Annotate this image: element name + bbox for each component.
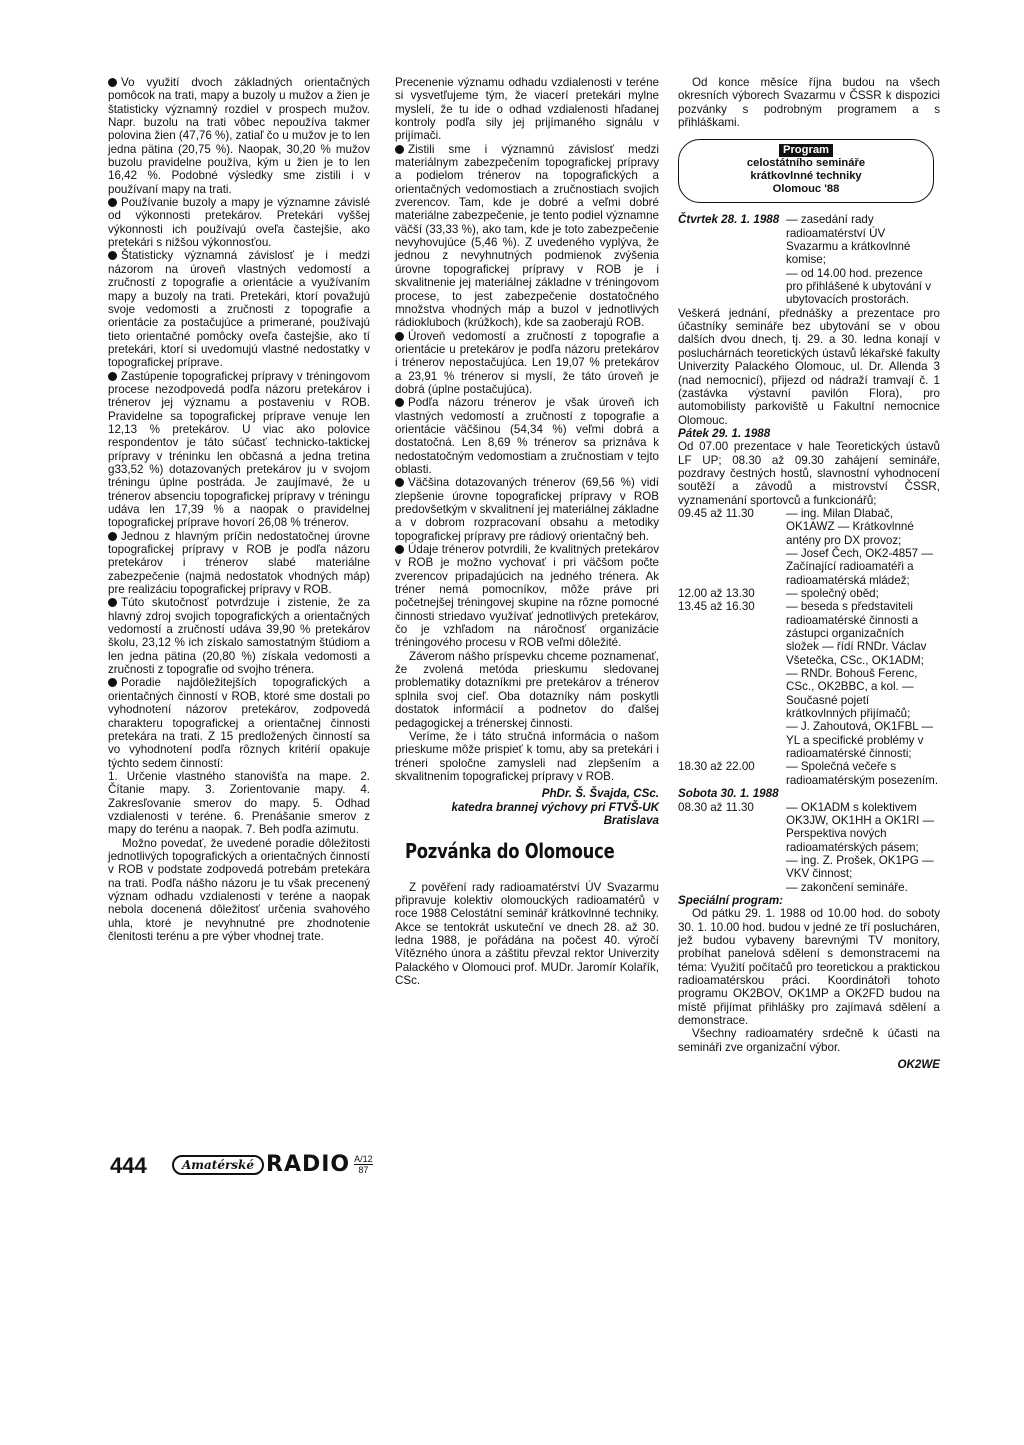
paragraph: [108, 596, 370, 676]
thursday-para: Veškerá jednání, přednášky a prezentace pro účastníky semináře bez ubytování se v obou dalších dvou dnech, tj. 29. a 30. ledna konají v posluchárnách teoretických ústavů lékařské fakulty Univerzity Palackého Olomouc, ul. Dr. Allenda 3 (nad nemocnicí), přijezd od nádraží tramvají č. 1 (zastávka výstavní pavilón Flora), pro automobilisty parkoviště u Fakultní nemocnice Olomouc.: [678, 306, 940, 427]
invite-heading: Pozvánka do Olomouce: [405, 839, 615, 864]
schedule-time: [678, 881, 786, 894]
schedule-item: [678, 600, 940, 667]
bullet-icon: [108, 678, 117, 687]
schedule-time: [678, 854, 786, 881]
schedule-time: [678, 720, 786, 760]
paragraph-text: Väčšina dotazovaných trénerov (69,56 %) vidí zlepšenie úrovne topografickej prípravy v ROB predovšetkým v skvalitnení jej materiálnej základne a v dobrom rozpracovaní obsahu a metodiky topografickej prípravy pre rádiový orientačný beh.: [395, 476, 659, 543]
magazine-logo: [172, 1152, 373, 1177]
schedule-desc: — ing. Milan Dlabač, OK1AWZ — Krátkovlnné antény pro DX provoz;: [786, 506, 914, 547]
logo-word: RADIO: [266, 1152, 351, 1177]
bullet-icon: [395, 398, 404, 407]
schedule-time: [678, 547, 786, 587]
paragraph-text: 1. Určenie vlastného stanovišťa na mape. 2. Čítanie mapy. 3. Zorientovanie mapy. 4. Zakresľovanie smerov do mapy. 5. Odhad vzdialenosti v teréne. 6. Prenášanie smerov z mapy do terénu a naopak. 7. Beh podľa azimutu.: [108, 769, 370, 837]
schedule-item: [678, 667, 940, 720]
program-column: [678, 76, 940, 1071]
paragraph-text: Možno povedať, že uvedené poradie dôležitosti jednotlivých topografických a orientačných činností v ROB v podstate zodpovedá potrebám pretekára na trati. Podľa nášho názoru je tu však precenený význam odhadu vzdialenosti v teréne a naopak nebola docenená dôležitosť určenia svahového uhla, ktoré je nevyhnutné pre zhodnotenie členitosti terénu a pre výber vhodnej trate.: [108, 836, 370, 943]
program-box-line1: celostátního semináře: [746, 157, 866, 170]
paragraph: [395, 476, 659, 543]
schedule-desc: — beseda s představiteli radioamatérské činnosti a zástupci organizačních složek — řídí RNDr. Václav Všetečka, CSc., OK1ADM;: [786, 600, 927, 667]
author-org: katedra brannej výchovy pri FTVŠ-UK: [451, 800, 659, 814]
schedule-item: [678, 547, 940, 587]
author-name: PhDr. Š. Švajda, CSc.: [541, 787, 659, 801]
schedule-desc: — společný oběd;: [786, 587, 879, 600]
bullet-icon: [108, 598, 117, 607]
schedule-item: [678, 587, 940, 600]
friday-intro: Od 07.00 prezentace v hale Teoretických ústavů LF UP; 08.30 až 09.30 zahájení semináře, pozdravy čestných hostů, slavnostní vyhodnocení soutěží a závodů a mistrovství ČSSR, vyznamenání sportovců a funkcionářů;: [678, 440, 940, 507]
paragraph: [395, 396, 659, 476]
paragraph: [108, 770, 370, 837]
bullet-icon: [108, 78, 117, 87]
paragraph-text: Používanie buzoly a mapy je významne závislé od výkonnosti pretekárov. Pretekári vyššej výkonnosti ich používajú oveľa častejšie, ako pretekári s nižšou výkonnosťou.: [108, 196, 370, 250]
schedule-desc: — zakončení semináře.: [786, 880, 908, 894]
schedule-item: [678, 760, 940, 787]
program-box: [678, 139, 934, 203]
bullet-icon: [395, 478, 404, 487]
friday-day: Pátek 29. 1. 1988: [678, 426, 771, 440]
program-box-line2: krátkovlnné techniky: [750, 170, 862, 183]
paragraph: [395, 143, 659, 330]
author-city: Bratislava: [603, 813, 659, 827]
paragraph: [395, 76, 659, 143]
paragraph: [108, 76, 370, 196]
paragraph-text: Veríme, že i táto stručná informácia o našom prieskume môže prispieť k tomu, aby sa pretekári i tréneri spoločne zamysleli nad zlepšením a skvalitnením topografickej prípravy v ROB.: [395, 729, 659, 783]
bullet-icon: [108, 251, 117, 260]
friday-schedule: [678, 507, 940, 787]
schedule-time: 13.45 až 16.30: [678, 600, 755, 614]
article-column-2: [395, 76, 659, 987]
page-number: 444: [110, 1153, 147, 1178]
schedule-desc: — ing. Z. Prošek, OK1PG — VKV činnost;: [786, 853, 934, 881]
special-para1: Od pátku 29. 1. 1988 od 10.00 hod. do soboty 30. 1. 10.00 hod. budou v jedné ze tří poslucháren, jež budou vybaveny barevnými TV monitory, probíhat panelová sdělení s demonstracemi na téma: Využití počítačů pro teoretickou a praktickou radioamatérskou práci. Koordinátoři tohoto programu OK2BOV, OK1MP a OK2FD budou na místě přijímat přihlášky pro zajímavá sdělení a demonstrace.: [678, 907, 940, 1027]
paragraph-text: Úroveň vedomostí a zručností z topografie a orientácie u pretekárov je podľa názoru pretekárov i trénerov nepostačujúca. Len 19,07 % pretekárov a 23,91 % trénerov si myslí, že táto úroveň je dobrá (úplne postačujúca).: [395, 329, 659, 396]
paragraph-text: Zistili sme i významnú závislosť medzi materiálnym zabezpečením topografickej prípravy a podielom trénerov na topografických a orientačných vedomostiach a zručnostiach svojich zverencov. Tam, kde je dobré a veľmi dobré materiálne zabezpečenie, je tento podiel významne väčší (33,33 %), ako tam, kde je toto zabezpečenie nevyhovujúce (5,46 %). Z uvedeného vyplýva, že jednou z nevyhnutných podmienok zvýšenia úrovne topografickej prípravy v ROB je i skvalitnenie jej materiálnej základne v tréningovom procese, to jest zabezpečenie dostatočného množstva vhodných máp a buzol v jednotlivých rádiokluboch (krúžkoch), kde sa zaoberajú ROB.: [395, 142, 659, 330]
paragraph: [395, 650, 659, 730]
paragraph-text: Zastúpenie topografickej prípravy v tréningovom procese nezodpovedá podľa názoru pretekárov i trénerov jej významu a postaveniu v ROB. Pravidelne sa topografickej príprave venuje len 12,13 % pretekárov. U viac ako polovice respondentov je táto súčasť technicko-taktickej prípravy v tréninku len občasná a jedna tretina g33,52 %) dotazovaných pretekárov ju v svojom tréningu úplne postráda. Je zaujímavé, že u trénerov absenciu topografickej prípravy v tréningu udáva len 17,39 % a naopak o pravidelnej topografickej príprave hovorí 26,08 % trénerov.: [108, 369, 370, 530]
paragraph: [395, 330, 659, 397]
paragraph: [108, 676, 370, 769]
issue-top: A/12: [354, 1154, 373, 1164]
paragraph-text: Poradie najdôležitejších topografických a orientačných činností v ROB, ktoré sme dostali po vyhodnotení názorov pretekárov, zodpovedá charakteru topografickej a orientačnej činnosti pretekára na trati. Z 15 predložených činností sa vo vyhodnotení podľa rôznych kritérií opakuje týchto sedem činností:: [108, 676, 370, 770]
paragraph-text: Štatisticky významná závislosť je i medzi názorom na úroveň vlastných vedomostí a zručností z topografie a orientácie a využívaním mapy a buzoly na trati. Pretekári, ktorí považujú svoje vedomosti a zručnosti z topografie a orientácie za postačujúce a primerané, používajú tieto orientačné pomôcky oveľa častejšie, ako tí pretekári, ktorí si uvedomujú vlastné nedostatky v topografickej príprave.: [108, 249, 370, 370]
bullet-icon: [108, 198, 117, 207]
paragraph-text: Túto skutočnosť potvrdzuje i zistenie, že za hlavný zdroj svojich topografických a orientačných vedomostí a zručností udáva 39,90 % pretekárov školu, 23,12 % ich získalo samostatným štúdiom a len jedna pätina (20,80 %) získala vedomosti a zručnosti z topografie od svojho trénera.: [108, 596, 370, 677]
bullet-icon: [108, 532, 117, 541]
schedule-item: [678, 854, 940, 881]
issue-number: [354, 1154, 373, 1175]
schedule-item: [678, 720, 940, 760]
paragraph: [108, 196, 370, 249]
schedule-time: 18.30 až 22.00: [678, 760, 755, 774]
bullet-icon: [395, 545, 404, 554]
schedule-desc: — J. Zahoutová, OK1FBL — YL a specifické problémy v radioamatérské činnosti;: [786, 720, 934, 761]
thursday-second: [678, 267, 940, 307]
schedule-time: 08.30 až 11.30: [678, 800, 754, 814]
bullet-icon: [395, 332, 404, 341]
issue-bottom: 87: [358, 1165, 369, 1175]
saturday-schedule: [678, 801, 940, 894]
paragraph: [395, 543, 659, 650]
article-column-1: [108, 76, 370, 943]
schedule-item: [678, 881, 940, 894]
bullet-icon: [395, 145, 404, 154]
schedule-item: [678, 507, 940, 547]
schedule-time: 12.00 až 13.30: [678, 587, 755, 600]
paragraph-text: Jednou z hlavným príčin nedostatočnej úrovne topografickej prípravy v ROB je podľa názoru pretekárov i trénerov slabé materiálne zabezpečenie (najmä nedostatok vhodných máp) pre realizáciu topografickej prípravy v ROB.: [108, 529, 370, 597]
thursday-second-time: [678, 267, 786, 307]
special-para2: Všechny radioamatéry srdečně k účasti na semináři zve organizační výbor.: [678, 1027, 940, 1054]
bullet-icon: [108, 372, 117, 381]
thursday-first-desc: — zasedání rady radioamatérství ÚV Svazarmu a krátkovlnné komise;: [786, 213, 911, 267]
schedule-desc: — RNDr. Bohouš Ferenc, CSc., OK2BBC, a kol. — Současné pojetí krátkovlnných přijímačů;: [786, 667, 918, 721]
logo-script: Amatérské: [172, 1155, 264, 1175]
schedule-item: [678, 801, 940, 854]
paragraph-text: Údaje trénerov potvrdili, že kvalitných pretekárov v ROB je možno vychovať i pri väčšom počte zverencov pripadajúcich na jedného trénera. Ak tréner nemá pomocníkov, môže práve pri početnejšej tréningovej skupine na rôzne pomocné činnosti striedavo využívať jednotlivých pretekárov, čo je vzhľadom na náročnosť organizácie tréningového procesu v ROB veľmi dôležité.: [395, 543, 659, 650]
thursday-day: Čtvrtek 28. 1. 1988: [678, 213, 780, 227]
paragraph: [108, 249, 370, 369]
saturday-day: Sobota 30. 1. 1988: [678, 787, 779, 801]
special-sign: OK2WE: [897, 1058, 940, 1072]
schedule-desc: — Josef Čech, OK2-4857 — Začínající radioamatéři a radioamatérská mládež;: [786, 546, 933, 587]
invite-text: Z pověření rady radioamatérství ÚV Svazarmu připravuje kolektiv olomouckých radioamatérů v roce 1988 Celostátní seminář krátkovlnné techniky. Akce se tentokrát uskuteční ve dnech 28. až 30. ledna 1988, je pořádána na počest 40. výročí Vítězného února a záštitu převzal rektor Univerzity Palackého v Olomouci prof. MUDr. Jaromír Kolařík, CSc.: [395, 880, 659, 987]
schedule-time: [678, 667, 786, 720]
paragraph-text: Podľa názoru trénerov je však úroveň ich vlastných vedomostí a zručností z topografie a orientácie väčšinou (54,34 %) veľmi dobrá a dostatočná. Len 8,69 % trénerov sa priznáva k nedostatočným vedomostiam a zručnostiam v tejto oblasti.: [395, 396, 659, 476]
paragraph: [395, 730, 659, 783]
paragraph: [108, 530, 370, 597]
schedule-desc: — Společná večeře s radioamatérským posezením.: [786, 760, 939, 787]
paragraph: [108, 370, 370, 530]
paragraph-text: Precenenie významu odhadu vzdialenosti v teréne si vysvetľujeme tým, že viacerí pretekári mylne myslelí, že tu ide o odhad vzdialenosti hľadanej kontroly podľa sily jej prijímaného signálu v prijímači.: [395, 76, 659, 143]
paragraph-text: Záverom nášho príspevku chceme poznamenať, že zvolená metóda prieskumu sledovanej problematiky dotazníkmi pre pretekárov a trénerov splnila svoj cieľ. Oba dotazníky nám poskytli dostatok informácií a podnetov do ďalšej pedagogickej a trénerskej činnosti.: [395, 649, 659, 730]
article-column-2-paras: [395, 76, 659, 783]
col3-intro: Od konce měsíce října budou na všech okresních výborech Svazarmu v ČSSR k dispozici pozvánky s podrobným programem a s přihláškami.: [678, 76, 940, 130]
thursday-first: [678, 213, 940, 266]
program-box-title: Program: [779, 144, 833, 157]
paragraph-text: Vo využití dvoch základných orientačných pomôcok na trati, mapy a buzoly u mužov a žien je štatisticky významný rozdiel v prospech mužov. Napr. buzolu na trati vôbec nepoužíva takmer polovina žien (47,76 %), zatiaľ čo u mužov je to len jedna pätina (20,75 %). Naopak, 30,20 % mužov buzolu pravidelne používa, kým u žien je to len 16,42 %. Podobné výsledky sme zistili i v používaní mapy na trati.: [108, 76, 370, 196]
schedule-time: 09.45 až 11.30: [678, 506, 754, 520]
program-box-line3: Olomouc '88: [772, 183, 840, 196]
special-title: Speciální program:: [678, 893, 784, 907]
paragraph: [108, 837, 370, 944]
thursday-second-desc: — od 14.00 hod. prezence pro přihlášené k ubytování v ubytovacích prostorách.: [786, 266, 932, 307]
schedule-desc: — OK1ADM s kolektivem OK3JW, OK1HH a OK1RI — Perspektiva nových radioamatérských pásem;: [786, 800, 935, 854]
